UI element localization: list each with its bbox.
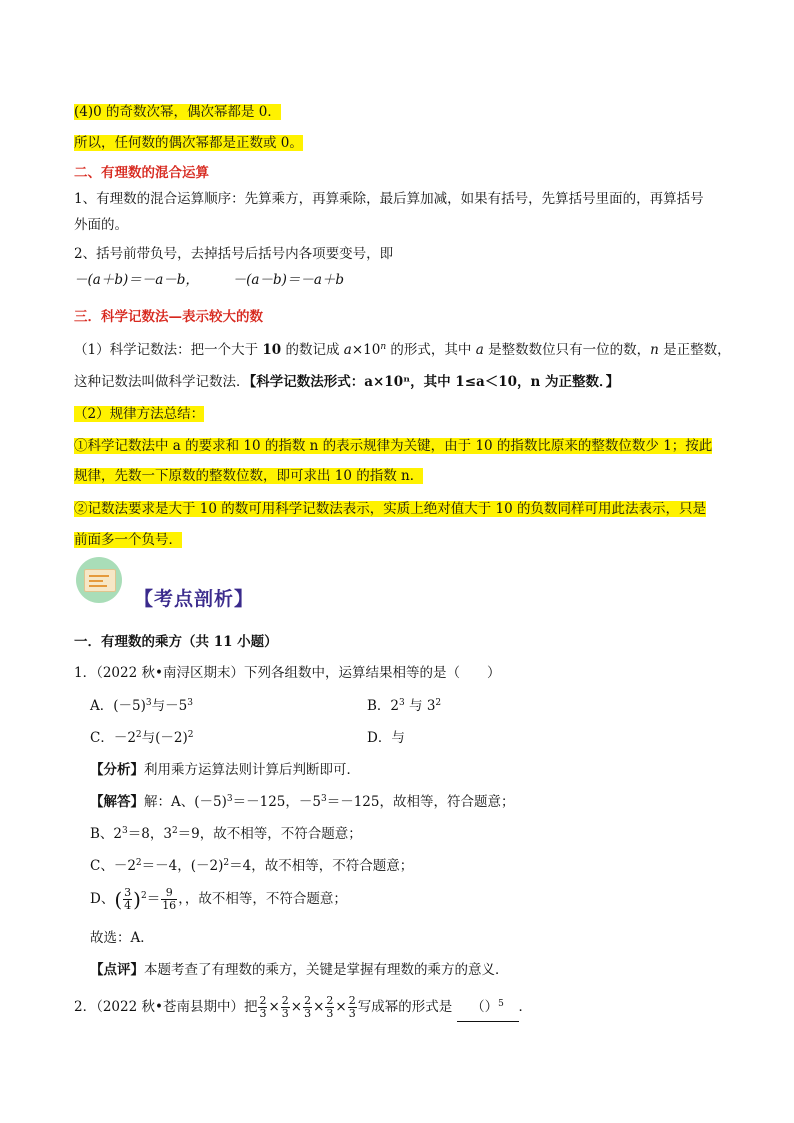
option-b	[367, 696, 441, 716]
times-sign: ×	[313, 999, 325, 1015]
times-sign: ×	[290, 999, 303, 1015]
text: 是正整数，	[658, 342, 731, 358]
paper-shape	[84, 569, 116, 592]
blank-text: （）	[471, 999, 499, 1015]
tag: 【解答】	[90, 794, 144, 810]
text: ＝	[146, 891, 161, 907]
text: 本题考查了有理数的乘方，关键是掌握有理数的乘方的意义．	[144, 962, 509, 978]
text: B、2	[90, 826, 123, 842]
text: a	[343, 342, 352, 358]
exponent: 3	[399, 698, 405, 708]
fraction	[325, 995, 334, 1020]
denominator: 16	[162, 899, 177, 912]
numerator: 2	[304, 994, 312, 1007]
exponent: 3	[320, 794, 327, 804]
text: C．－2	[90, 730, 136, 746]
text: 与 3	[404, 698, 436, 714]
analysis	[90, 760, 360, 780]
text: 利用乘方运算法则计算后判断即可．	[144, 762, 360, 778]
text: n	[650, 342, 659, 358]
text: 与(－2)	[141, 730, 188, 746]
text-line	[74, 499, 706, 519]
numerator: 9	[161, 887, 177, 900]
text: ＝8，3	[127, 826, 172, 842]
paper-line	[89, 575, 109, 577]
highlighted-text: 规律，先数一下原数的整数位数，即可求出 10 的指数 n．	[74, 468, 424, 484]
numerator: 2	[348, 994, 356, 1007]
paragraph	[74, 372, 619, 392]
option-c	[90, 728, 194, 748]
part-heading: 一．有理数的乘方（共 11 小题）	[74, 634, 278, 650]
text: C、－2	[90, 858, 136, 874]
question-stem: 1．（2022 秋•南浔区期末）下列各组数中，运算结果相等的是（ ）	[74, 665, 501, 681]
text: ×10	[351, 342, 381, 358]
text-line	[74, 102, 281, 122]
text: 【科学记数法形式：a×10ⁿ，其中 1≤a＜10，n 为正整数．】	[249, 374, 620, 390]
numerator: 2	[281, 994, 289, 1007]
exponent: 3	[187, 698, 193, 708]
choose-line: 故选：A．	[90, 930, 154, 946]
text: ＝9，故不相等，不符合题意；	[177, 826, 362, 842]
denominator: 3	[348, 1007, 356, 1020]
paren: )	[133, 887, 141, 912]
text: 写成幂的形式是	[357, 999, 453, 1015]
exponent: 2	[187, 730, 194, 740]
numerator: 3	[124, 886, 132, 899]
exponent: 2	[435, 698, 442, 708]
option-a	[90, 696, 193, 716]
denominator: 3	[259, 1007, 267, 1020]
question-2	[74, 993, 532, 1022]
section-heading: 二、有理数的混合运算	[74, 165, 209, 181]
exponent: 2	[223, 858, 230, 868]
paragraph: 1、有理数的混合运算顺序：先算乘方，再算乘除，最后算加减，如果有括号，先算括号里面的，再算括号	[74, 191, 704, 207]
text: 的形式，其中	[386, 342, 476, 358]
text-line	[74, 133, 303, 153]
text: A．(－5)	[90, 698, 146, 714]
text: 解：A、(－5)	[144, 794, 227, 810]
paragraph: 外面的。	[74, 217, 128, 233]
text: a	[475, 342, 484, 358]
document-icon	[76, 557, 122, 603]
exponent: 2	[135, 858, 142, 868]
paren: (	[114, 887, 123, 912]
paragraph	[74, 340, 731, 360]
text: 的数记成	[281, 342, 344, 358]
text-line	[74, 530, 182, 550]
denominator: 3	[281, 1007, 289, 1020]
times-sign: ×	[268, 999, 280, 1015]
fraction	[281, 995, 290, 1020]
fraction	[348, 995, 357, 1020]
text: ，，故不相等，不符合题意；	[178, 891, 347, 907]
answer-line-b	[90, 824, 362, 844]
fraction	[123, 887, 132, 912]
denominator: 4	[124, 899, 132, 912]
tag: 【点评】	[90, 962, 144, 978]
fraction	[161, 887, 177, 912]
text: 是整数数位只有一位的数，	[483, 342, 651, 358]
exponent: 5	[498, 999, 504, 1009]
paper-line	[89, 585, 107, 587]
highlighted-text: （2）规律方法总结：	[74, 406, 205, 422]
text: D、	[90, 891, 115, 907]
text: ＝4，故不相等，不符合题意；	[229, 858, 414, 874]
exponent: 3	[145, 698, 152, 708]
text: ＝－4，(－2)	[141, 858, 224, 874]
exponent: 2	[140, 891, 147, 901]
text: 这种记数法叫做科学记数法．	[74, 374, 250, 390]
numerator: 2	[326, 994, 334, 1007]
highlighted-text: ①科学记数法中 a 的要求和 10 的指数 n 的表示规律为关键，由于 10 的指数比原来的整数位数少 1；按此	[74, 438, 713, 454]
text: （1）科学记数法：把一个大于	[74, 342, 263, 358]
exponent: 3	[122, 826, 128, 836]
times-sign: ×	[335, 999, 347, 1015]
denominator: 3	[326, 1007, 334, 1020]
exponent: n	[380, 342, 387, 352]
answer-line-d	[90, 885, 347, 914]
paragraph: 2、括号前带负号，去掉括号后括号内各项要变号，即	[74, 246, 394, 262]
text: 2．（2022 秋•苍南县期中）把	[74, 999, 258, 1015]
fraction	[258, 995, 267, 1020]
answer	[90, 792, 514, 812]
comment	[90, 960, 509, 980]
highlighted-text: (4)0 的奇数次幂，偶次幂都是 0．	[74, 104, 281, 120]
denominator: 3	[304, 1007, 312, 1020]
exponent: 3	[226, 794, 233, 804]
paper-line	[89, 580, 103, 582]
text: B．2	[367, 698, 400, 714]
exponent: 2	[135, 730, 142, 740]
answer-line-c	[90, 856, 413, 876]
text-line	[74, 436, 712, 456]
text: ＝－125，－5	[232, 794, 321, 810]
exponent: 2	[171, 826, 178, 836]
text-line	[74, 466, 423, 486]
section-heading: 三．科学记数法—表示较大的数	[74, 309, 263, 325]
numerator: 2	[259, 994, 267, 1007]
highlighted-text: 所以，任何数的偶次幂都是正数或 0。	[74, 135, 303, 151]
text: 10	[262, 342, 282, 358]
text-line	[74, 404, 204, 424]
text: 与－5	[151, 698, 188, 714]
tag: 【分析】	[90, 762, 144, 778]
fraction	[303, 995, 312, 1020]
highlighted-text: ②记数法要求是大于 10 的数可用科学记数法表示，实质上绝对值大于 10 的负数同样可用此法表示，只是	[74, 501, 707, 517]
equation: －(a＋b)＝－a－b， －(a－b)＝－a＋b	[74, 272, 345, 288]
text: ．	[518, 999, 532, 1015]
text: ＝－125，故相等，符合题意；	[326, 794, 515, 810]
section-title: 【考点剖析】	[134, 588, 255, 610]
highlighted-text: 前面多一个负号．	[74, 532, 182, 548]
option-d: D．与	[367, 730, 405, 746]
answer-blank[interactable]	[457, 993, 519, 1022]
